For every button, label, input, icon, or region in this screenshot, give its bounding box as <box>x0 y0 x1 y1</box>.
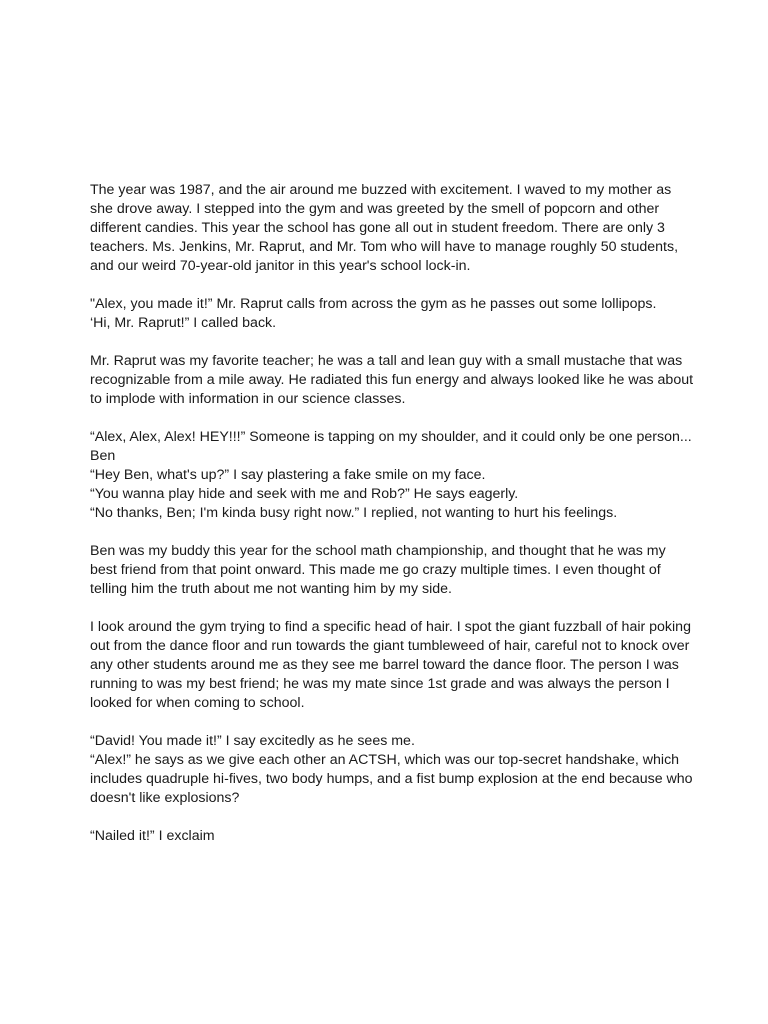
text-line: “You wanna play hide and seek with me and Rob?” He says eagerly. <box>90 486 519 502</box>
text-line: telling him the truth about me not wanting him by my side. <box>90 581 452 597</box>
text-line: Ben was my buddy this year for the school math championship, and thought that he was my <box>90 543 666 559</box>
text-line: “David! You made it!” I say excitedly as he sees me. <box>90 733 415 749</box>
text-line: teachers. Ms. Jenkins, Mr. Raprut, and Mr. Tom who will have to manage roughly 50 students, <box>90 239 679 255</box>
paragraph <box>90 295 690 333</box>
text-line: running to was my best friend; he was my mate since 1st grade and was always the person I <box>90 676 670 692</box>
text-line: to implode with information in our science classes. <box>90 391 406 407</box>
paragraph <box>90 428 690 523</box>
text-line: any other students around me as they see me barrel toward the dance floor. The person I was <box>90 657 679 673</box>
text-line: “Nailed it!” I exclaim <box>90 828 215 844</box>
document-page <box>90 181 694 865</box>
text-line: and our weird 70-year-old janitor in this year's school lock-in. <box>90 258 471 274</box>
paragraph <box>90 352 694 409</box>
text-line: out from the dance floor and run towards the giant tumbleweed of hair, careful not to knock over <box>90 638 690 654</box>
text-line: recognizable from a mile away. He radiated this fun energy and always looked like he was about <box>90 372 694 388</box>
text-line: doesn't like explosions? <box>90 790 240 806</box>
text-line: The year was 1987, and the air around me buzzed with excitement. I waved to my mother as <box>90 182 672 198</box>
text-line: Mr. Raprut was my favorite teacher; he was a tall and lean guy with a small mustache that was <box>90 353 683 369</box>
paragraph <box>90 618 690 713</box>
text-line: “Hey Ben, what's up?” I say plastering a fake smile on my face. <box>90 467 486 483</box>
text-line: includes quadruple hi-fives, two body humps, and a fist bump explosion at the end because who <box>90 771 693 787</box>
text-line: best friend from that point onward. This made me go crazy multiple times. I even thought of <box>90 562 661 578</box>
text-line: ‘Hi, Mr. Raprut!” I called back. <box>90 315 277 331</box>
text-line: different candies. This year the school has gone all out in student freedom. There are only 3 <box>90 220 665 236</box>
paragraph <box>90 181 690 276</box>
text-line: I look around the gym trying to find a specific head of hair. I spot the giant fuzzball of hair poking <box>90 619 691 635</box>
text-line: looked for when coming to school. <box>90 695 305 711</box>
text-line: “Alex!” he says as we give each other an ACTSH, which was our top-secret handshake, which <box>90 752 680 768</box>
paragraph <box>90 827 690 846</box>
text-line: Ben <box>90 448 116 464</box>
paragraph <box>90 732 693 808</box>
text-line: she drove away. I stepped into the gym and was greeted by the smell of popcorn and other <box>90 201 660 217</box>
text-line: "Alex, you made it!” Mr. Raprut calls from across the gym as he passes out some lollipops. <box>90 296 657 312</box>
text-line: “No thanks, Ben; I'm kinda busy right now.” I replied, not wanting to hurt his feelings. <box>90 505 618 521</box>
text-line: “Alex, Alex, Alex! HEY!!!” Someone is tapping on my shoulder, and it could only be one person... <box>90 429 692 445</box>
paragraph <box>90 542 690 599</box>
